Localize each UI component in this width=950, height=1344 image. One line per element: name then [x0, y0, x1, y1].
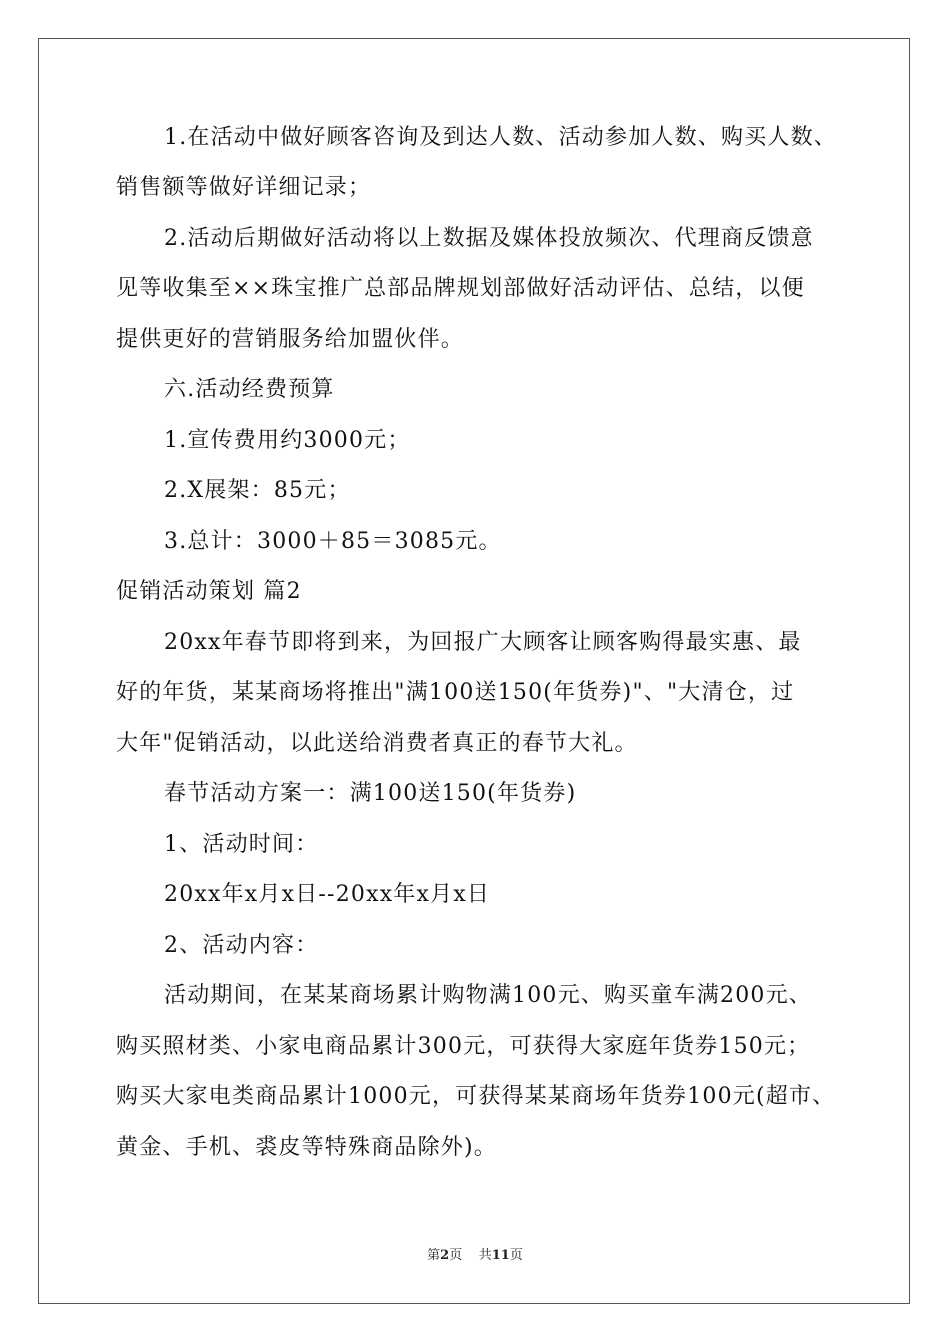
budget-item-2: 2.X展架：85元；	[164, 478, 351, 503]
footer-total-suffix: 页	[509, 1248, 523, 1263]
intro-line-1: 20xx年春节即将到来，为回报广大顾客让顾客购得最实惠、最	[164, 630, 802, 655]
footer-page-number: 2	[440, 1248, 450, 1263]
activity-content-line-3: 购买大家电类商品累计1000元，可获得某某商场年货券100元(超市、	[116, 1084, 836, 1109]
page-footer	[0, 1244, 950, 1263]
intro-line-2: 好的年货，某某商场将推出"满100送150(年货券)"、"大清仓，过	[116, 680, 795, 705]
budget-item-3: 3.总计：3000＋85＝3085元。	[164, 529, 502, 554]
footer-page-prefix: 第	[427, 1248, 441, 1263]
footer-total-prefix: 共	[478, 1248, 492, 1263]
activity-time-heading: 1、活动时间：	[164, 832, 319, 857]
paragraph-2-line-1: 2.活动后期做好活动将以上数据及媒体投放频次、代理商反馈意	[164, 226, 814, 251]
paragraph-1-line-1: 1.在活动中做好顾客咨询及到达人数、活动参加人数、购买人数、	[164, 125, 837, 150]
activity-content-line-1: 活动期间，在某某商场累计购物满100元、购买童车满200元、	[164, 983, 812, 1008]
article-heading: 促销活动策划 篇2	[116, 579, 302, 604]
activity-content-line-2: 购买照材类、小家电商品累计300元，可获得大家庭年货券150元；	[116, 1034, 811, 1059]
activity-content-heading: 2、活动内容：	[164, 933, 319, 958]
footer-total-pages: 11	[491, 1248, 510, 1263]
activity-content-line-4: 黄金、手机、裘皮等特殊商品除外)。	[116, 1135, 497, 1160]
budget-item-1: 1.宣传费用约3000元；	[164, 428, 411, 453]
paragraph-2-line-3: 提供更好的营销服务给加盟伙伴。	[116, 327, 465, 352]
activity-time-value: 20xx年x月x日--20xx年x月x日	[164, 882, 491, 907]
plan-one-heading: 春节活动方案一：满100送150(年货券)	[164, 781, 577, 806]
section-heading-budget: 六.活动经费预算	[164, 377, 335, 402]
paragraph-2-line-2: 见等收集至××珠宝推广总部品牌规划部做好活动评估、总结，以便	[116, 276, 805, 301]
intro-line-3: 大年"促销活动，以此送给消费者真正的春节大礼。	[116, 731, 638, 756]
footer-page-suffix: 页	[449, 1248, 463, 1263]
paragraph-1-line-2: 销售额等做好详细记录；	[116, 175, 372, 200]
